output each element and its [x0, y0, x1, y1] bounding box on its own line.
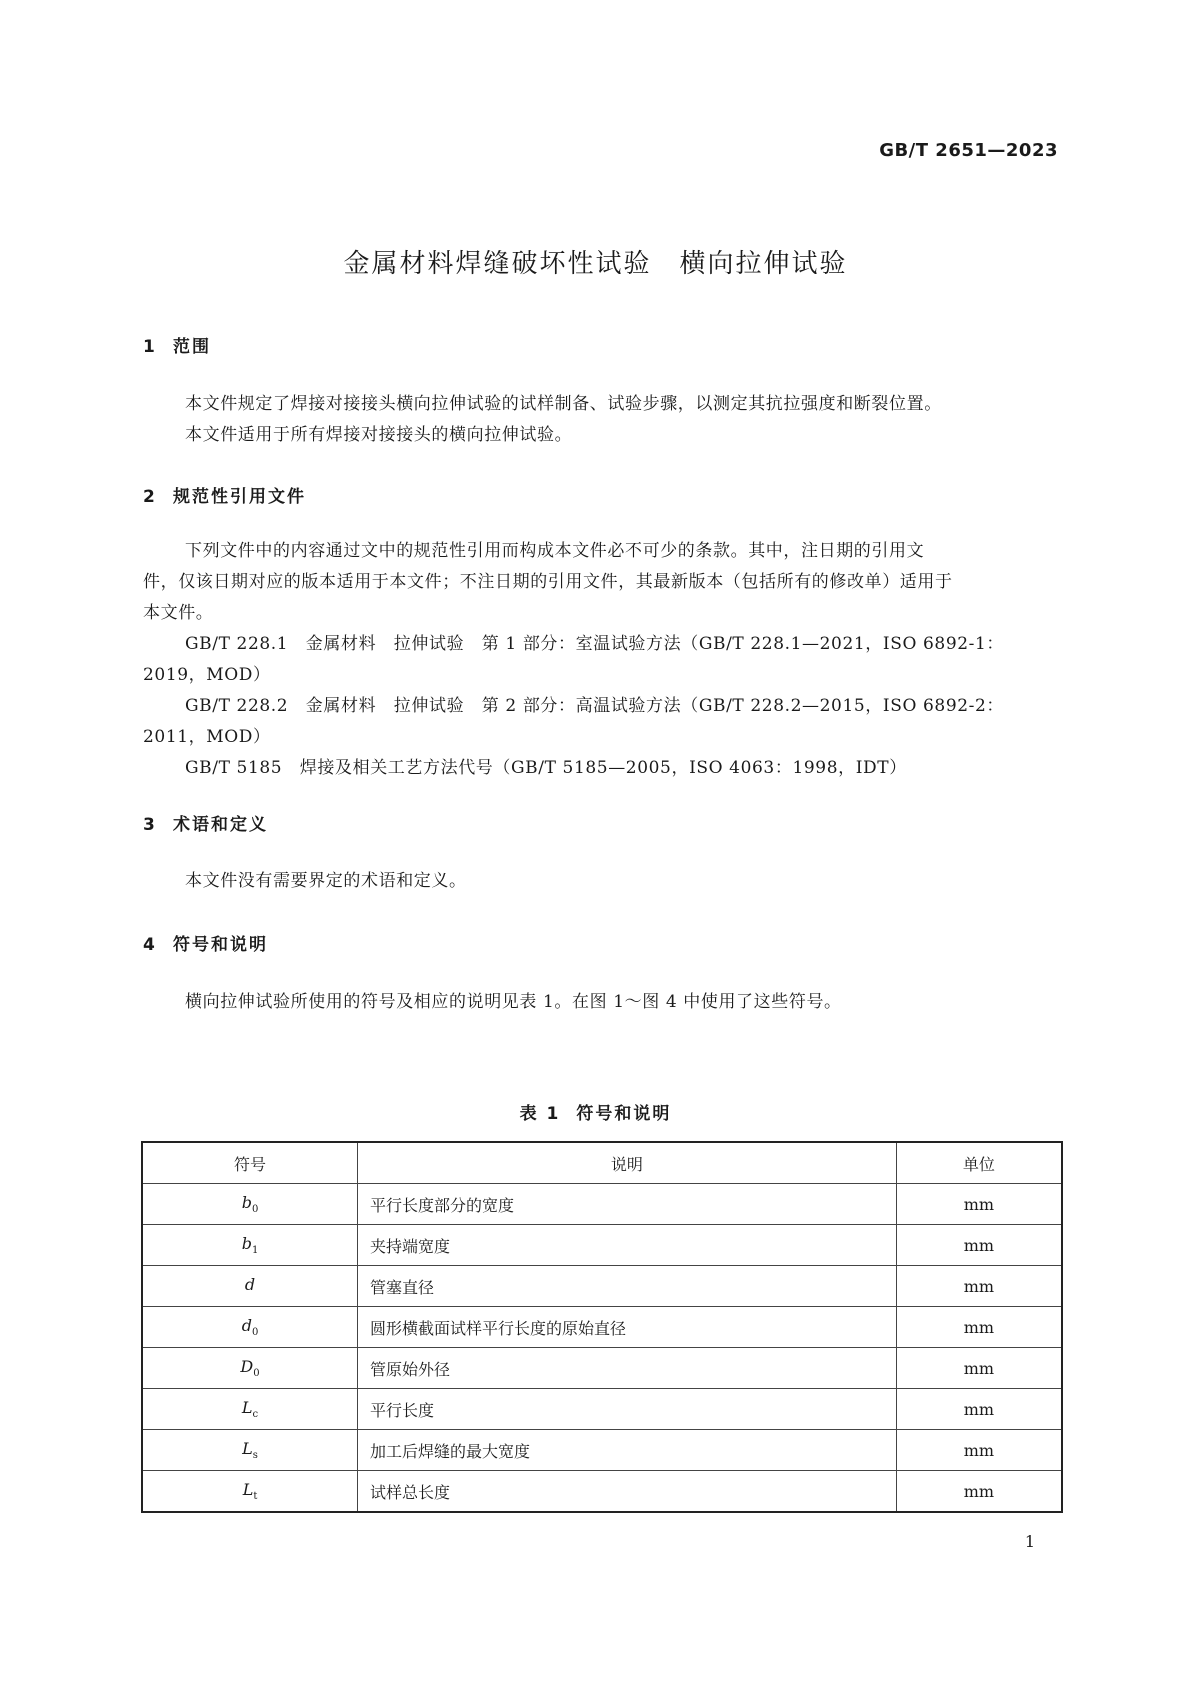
- section-4-heading: [143, 930, 268, 955]
- symbol-cell: $L_s$: [142, 1430, 358, 1471]
- section-4-body: [143, 987, 1063, 1018]
- section-1-body: [143, 389, 1063, 451]
- paragraph-line: 件，仅该日期对应的版本适用于本文件；不注日期的引用文件，其最新版本（包括所有的修改单）适用于: [143, 572, 953, 592]
- reference-line: GB/T 5185 焊接及相关工艺方法代号（GB/T 5185—2005，ISO 4063：1998，IDT）: [185, 758, 907, 778]
- reference-line: 2011，MOD）: [143, 727, 271, 747]
- description-cell: 管塞直径: [358, 1266, 897, 1307]
- description-cell: 夹持端宽度: [358, 1225, 897, 1266]
- paragraph-line: 本文件没有需要界定的术语和定义。: [185, 871, 467, 891]
- symbol-cell: $D_0$: [142, 1348, 358, 1389]
- header-description: 说明: [358, 1142, 897, 1184]
- table-row: [142, 1389, 1062, 1430]
- symbol-cell: $b_1$: [142, 1225, 358, 1266]
- reference-line: GB/T 228.2 金属材料 拉伸试验 第 2 部分：高温试验方法（GB/T 228.2—2015，ISO 6892-2：: [185, 696, 1005, 716]
- paragraph-line: 本文件适用于所有焊接对接接头的横向拉伸试验。: [185, 425, 573, 445]
- description-cell: 平行长度: [358, 1389, 897, 1430]
- unit-cell: mm: [896, 1307, 1062, 1348]
- paragraph-line: 本文件规定了焊接对接接头横向拉伸试验的试样制备、试验步骤，以测定其抗拉强度和断裂位置。: [185, 394, 942, 414]
- section-title: 规范性引用文件: [173, 487, 306, 507]
- table-caption-label: 表 1: [519, 1104, 561, 1124]
- section-number: 3: [143, 815, 155, 835]
- page-number: 1: [1024, 1532, 1035, 1551]
- table-row: [142, 1184, 1062, 1225]
- description-cell: 圆形横截面试样平行长度的原始直径: [358, 1307, 897, 1348]
- symbol-cell: d: [142, 1266, 358, 1307]
- description-cell: 加工后焊缝的最大宽度: [358, 1430, 897, 1471]
- title-part-1: 金属材料焊缝破坏性试验: [343, 249, 652, 279]
- header-unit: 单位: [896, 1142, 1062, 1184]
- description-cell: 管原始外径: [358, 1348, 897, 1389]
- table-row: [142, 1348, 1062, 1389]
- table-row: [142, 1266, 1062, 1307]
- paragraph-line: 横向拉伸试验所使用的符号及相应的说明见表 1。在图 1～图 4 中使用了这些符号。: [185, 992, 842, 1012]
- section-title: 术语和定义: [173, 815, 268, 835]
- document-number: GB/T 2651—2023: [879, 140, 1058, 161]
- table-header-row: [142, 1142, 1062, 1184]
- table-caption-title: 符号和说明: [576, 1104, 672, 1124]
- unit-cell: mm: [896, 1184, 1062, 1225]
- description-cell: 试样总长度: [358, 1471, 897, 1513]
- symbol-cell: $L_c$: [142, 1389, 358, 1430]
- table-row: [142, 1307, 1062, 1348]
- table-row: [142, 1430, 1062, 1471]
- unit-cell: mm: [896, 1348, 1062, 1389]
- table-caption: [0, 1099, 1191, 1124]
- page-title: [0, 243, 1191, 280]
- symbol-cell: $b_0$: [142, 1184, 358, 1225]
- section-3-body: [143, 866, 1063, 897]
- paragraph-line: 下列文件中的内容通过文中的规范性引用而构成本文件必不可少的条款。其中，注日期的引用文: [185, 541, 925, 561]
- section-2-heading: [143, 482, 306, 507]
- section-number: 2: [143, 487, 155, 507]
- unit-cell: mm: [896, 1389, 1062, 1430]
- section-1-heading: [143, 332, 211, 357]
- reference-line: GB/T 228.1 金属材料 拉伸试验 第 1 部分：室温试验方法（GB/T 228.1—2021，ISO 6892-1：: [185, 634, 1005, 654]
- section-number: 1: [143, 337, 155, 357]
- table-row: [142, 1471, 1062, 1513]
- symbol-cell: $L_t$: [142, 1471, 358, 1513]
- reference-line: 2019，MOD）: [143, 665, 271, 685]
- unit-cell: mm: [896, 1225, 1062, 1266]
- description-cell: 平行长度部分的宽度: [358, 1184, 897, 1225]
- section-number: 4: [143, 935, 155, 955]
- header-symbol: 符号: [142, 1142, 358, 1184]
- table-row: [142, 1225, 1062, 1266]
- symbol-cell: $d_0$: [142, 1307, 358, 1348]
- section-2-body: [143, 536, 1063, 784]
- unit-cell: mm: [896, 1266, 1062, 1307]
- paragraph-line: 本文件。: [143, 603, 214, 623]
- unit-cell: mm: [896, 1471, 1062, 1513]
- unit-cell: mm: [896, 1430, 1062, 1471]
- section-title: 范围: [173, 337, 211, 357]
- section-3-heading: [143, 810, 268, 835]
- symbols-table: [141, 1141, 1063, 1513]
- section-title: 符号和说明: [173, 935, 268, 955]
- title-part-2: 横向拉伸试验: [679, 249, 848, 279]
